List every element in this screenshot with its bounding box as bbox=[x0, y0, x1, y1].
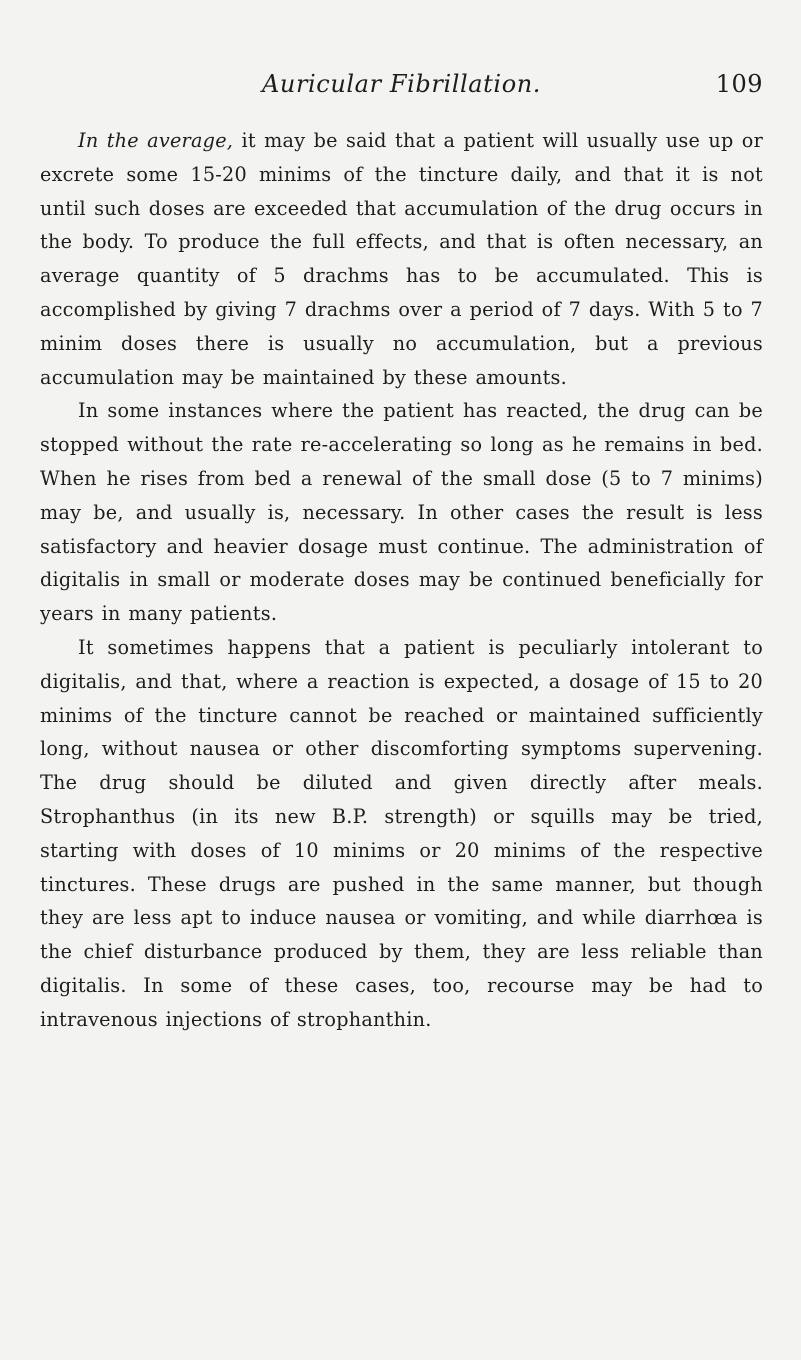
running-head bbox=[40, 66, 763, 102]
paragraph-1-lead: In the average, bbox=[78, 129, 234, 152]
body-text bbox=[40, 124, 763, 1037]
paragraph-1 bbox=[40, 124, 763, 394]
paragraph-1-text: it may be said that a patient will usually use up or excrete some 15-20 minims of the tincture daily, and that it is not until such doses are exceeded that accumulation of the drug occurs in the body. To produce the full effects, and that is often necessary, an average quantity of 5 drachms has to be accumulated. This is accomplished by giving 7 drachms over a period of 7 days. With 5 to 7 minim doses there is usually no accumulation, but a previous accumulation may be maintained by these amounts. bbox=[40, 129, 763, 389]
running-title: Auricular Fibrillation. bbox=[261, 70, 542, 98]
paragraph-2: In some instances where the patient has reacted, the drug can be stopped without the rate re-accelerating so long as he remains in bed. When he rises from bed a renewal of the small dose (5 to 7 minims) may be, and usually is, necessary. In other cases the result is less satisfactory and heavier dosage must continue. The administration of digitalis in small or moderate doses may be continued beneficially for years in many patients. bbox=[40, 399, 763, 626]
paragraph-3: It sometimes happens that a patient is peculiarly intolerant to digitalis, and that, where a reaction is expected, a dosage of 15 to 20 minims of the tincture cannot be reached or maintained sufficiently long, without nausea or other discomforting symptoms supervening. The drug should be diluted and given directly after meals. Strophanthus (in its new B.P. strength) or squills may be tried, starting with doses of 10 minims or 20 minims of the respective tinctures. These drugs are pushed in the same manner, but though they are less apt to induce nausea or vomiting, and while diarrhœa is the chief disturbance produced by them, they are less reliable than digitalis. In some of these cases, too, recourse may be had to intravenous injections of strophanthin. bbox=[40, 635, 763, 1031]
page-number: 109 bbox=[715, 70, 763, 98]
